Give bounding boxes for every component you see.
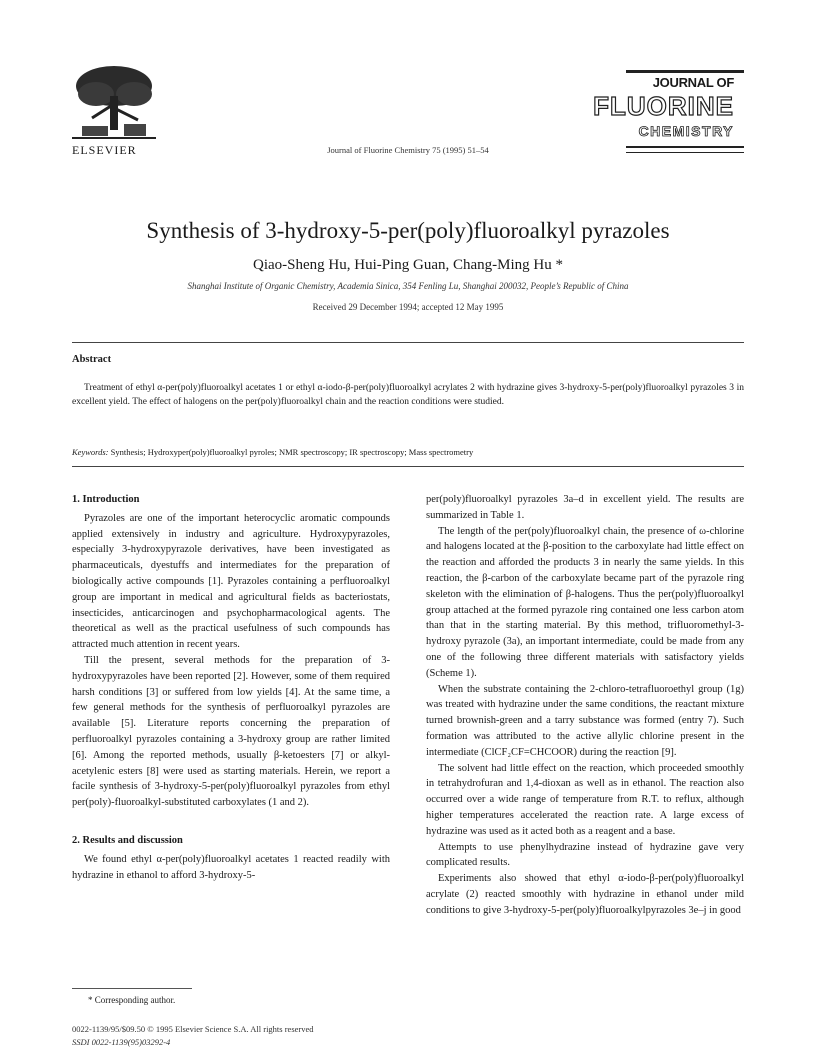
paragraph: The length of the per(poly)fluoroalkyl chain, the presence of ω-chlorine and halogens located at the β-position to the carboxylate had little effect on the reaction and afforded the products 3 in nearly the same yields. In this reaction, the β-carbon of the carboxylate became part of the pyrazole ring skeleton with the elimination of β-halogens. Thus the per(poly)fluoroalkyl group attached at the formed pyrazole ring contained one less carbon atom than that in the starting material. By this method, trifluoromethyl-3-hydroxy pyrazole (3a), an important intermediate, could be made from any one of the following three different materials with satisfactory yields (Scheme 1). (426, 525, 744, 679)
section-heading-introduction: 1. Introduction (72, 494, 140, 505)
paragraph: Pyrazoles are one of the important heterocyclic aromatic compounds applied extensively in industry and agriculture. Hydroxypyrazoles, especially 3-hydroxypyrazole derivatives, have been investigated as pharmaceuticals, dyestuffs and intermediates for the preparation of biologically active compounds [1]. Pyrazoles containing a perfluoroalkyl group are important in medical and agricultural fields as bacteriostats, insecticides, anticarcinogen and psychopharmacological agents. The theoretical as well as the practical usefulness of such compounds has attracted much attention in recent years. (72, 512, 390, 651)
elsevier-tree-logo (72, 64, 156, 140)
paragraph: The solvent had little effect on the reaction, which proceeded smoothly in tetrahydrofuran and 1,4-dioxan as well as in ethanol. The reaction also occurred over a wide range of temperature from R.T. to reflux, although higher temperatures accelerated the reaction rate. A large excess of hydrazine was used as it acted both as a reagent and a base. (426, 762, 744, 837)
journal-citation: Journal of Fluorine Chemistry 75 (1995) 51–54 (327, 145, 489, 155)
corresponding-author-note: * Corresponding author. (88, 995, 176, 1005)
section-heading-results: 2. Results and discussion (72, 834, 183, 846)
author-affiliation: Shanghai Institute of Organic Chemistry, Academia Sinica, 354 Fenling Lu, Shanghai 200032, People’s Republic of China (187, 281, 629, 291)
footnote-rule (72, 988, 192, 989)
keywords-text: Synthesis; Hydroxyper(poly)fluoroalkyl pyroles; NMR spectroscopy; IR spectroscopy; Mass spectrometry (110, 447, 474, 457)
left-column (72, 492, 390, 883)
journal-logo-line1: JOURNAL OF (652, 75, 734, 90)
paragraph: We found ethyl α-per(poly)fluoroalkyl acetates 1 reacted readily with hydrazine in ethanol to afford 3-hydroxy-5- (72, 853, 390, 881)
received-dates: Received 29 December 1994; accepted 12 May 1995 (312, 302, 504, 312)
paragraph: Till the present, several methods for the preparation of 3-hydroxypyrazoles have been reported [2]. However, some of them required harsh conditions [3] or suffered from low yields [4]. At the same time, a few general methods for the synthesis of perfluoroalkyl pyrazoles are available [5]. Literature reports concerning the preparation of perfluoroalkyl pyrazoles containing a 3-hydroxy group are rather limited [6]. Among the reported methods, usually β-ketoesters [7] or alkyl-acetylenic esters [8] were used as starting materials. Herein, we report a facile synthesis of 3-hydroxy-5-per(poly)fluoroalkyl pyrazoles from ethyl per(poly)-fluoroalkyl-substituted carboxylates (1 and 2). (72, 654, 390, 809)
publisher-name: ELSEVIER (72, 143, 137, 157)
paragraph: Attempts to use phenylhydrazine instead of hydrazine gave very complicated results. (426, 841, 744, 869)
journal-logo-line2: FLUORINE (593, 91, 734, 121)
paragraph: per(poly)fluoroalkyl pyrazoles 3a–d in excellent yield. The results are summarized in Table 1. (426, 494, 744, 521)
copyright-line: 0022-1139/95/$09.50 © 1995 Elsevier Science S.A. All rights reserved (72, 1024, 314, 1034)
right-column (426, 492, 744, 919)
ssdi-line: SSDI 0022-1139(95)03292-4 (72, 1037, 171, 1047)
article-title: Synthesis of 3-hydroxy-5-per(poly)fluoroalkyl pyrazoles (146, 218, 670, 243)
divider (72, 342, 744, 343)
abstract-text: Treatment of ethyl α-per(poly)fluoroalkyl acetates 1 or ethyl α-iodo-β-per(poly)fluoroalkyl acrylates 2 with hydrazine gives 3-hydroxy-5-per(poly)fluoroalkyl pyrazoles 3 in excellent yield. The effect of halogens on the per(poly)fluoroalkyl chain and the reaction conditions were studied. (72, 383, 744, 407)
keywords-label: Keywords: (72, 447, 109, 457)
journal-logo-line3: CHEMISTRY (638, 123, 734, 139)
article-authors: Qiao-Sheng Hu, Hui-Ping Guan, Chang-Ming Hu * (253, 257, 563, 273)
keywords (72, 447, 744, 457)
paragraph: Experiments also showed that ethyl α-iodo-β-per(poly)fluoroalkyl acrylate (2) reacted smoothly with hydrazine in ethanol under mild conditions to give 3-hydroxy-5-per(poly)fluoroalkylpyrazoles 3e–j in good (426, 873, 744, 916)
divider (72, 466, 744, 467)
paragraph: When the substrate containing the 2-chloro-tetrafluoroethyl group (1g) was treated with hydrazine under the same conditions, the reactant mixture turned brownish-green and a tarry substance was formed (entry 7). Such formation was attributed to the active allylic chlorine present in the intermediate (ClCF₂CF=CHCOOR) during the reaction [9]. (426, 683, 744, 758)
journal-logo (593, 70, 744, 158)
abstract-heading: Abstract (72, 354, 112, 365)
